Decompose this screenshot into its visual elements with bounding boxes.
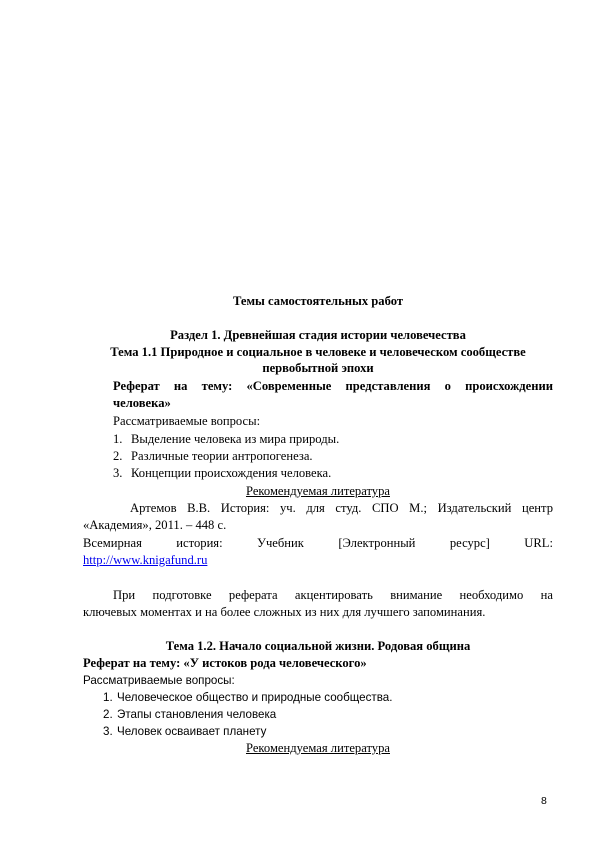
topic1-title-line2: первобытной эпохи: [262, 361, 374, 375]
list-item-text: Человеческое общество и природные сообщества.: [117, 691, 393, 704]
topic2-question-2: [103, 707, 276, 722]
topic1-literature-1-line1: Артемов В.В. История: уч. для студ. СПО М.; Издательский центр: [130, 501, 553, 515]
list-number: 3.: [103, 725, 113, 738]
knigafund-link[interactable]: http://www.knigafund.ru: [83, 553, 208, 567]
literature-label-text: Рекомендуемая литература: [245, 484, 390, 498]
list-number: 1.: [113, 432, 123, 446]
list-number: 2.: [113, 449, 123, 463]
list-item-text: Концепции происхождения человека.: [131, 466, 332, 480]
doc-title: Темы самостоятельных работ: [232, 294, 404, 308]
topic1-note-line2: ключевых моментах и на более сложных из них для лучшего запоминания.: [83, 605, 486, 619]
topic2-question-1: [103, 690, 392, 705]
topic1-note-line1: При подготовке реферата акцентировать внимание необходимо на: [113, 588, 553, 602]
list-item-text: Выделение человека из мира природы.: [131, 432, 340, 446]
topic1-essay-line1: Реферат на тему: «Современные представления о происхождении: [113, 379, 553, 393]
list-number: 2.: [103, 708, 113, 721]
topic2-title: Тема 1.2. Начало социальной жизни. Родовая община: [165, 639, 471, 653]
topic1-questions-label: Рассматриваемые вопросы:: [113, 414, 261, 428]
topic1-literature-1-line2: «Академия», 2011. – 448 с.: [83, 518, 227, 532]
list-number: 1.: [103, 691, 113, 704]
topic1-essay-line2: человека»: [113, 396, 171, 410]
page-number: 8: [541, 795, 547, 807]
topic1-literature-2-line1: Всемирная история: Учебник [Электронный ресурс] URL:: [83, 536, 553, 550]
list-item-text: Этапы становления человека: [117, 708, 277, 721]
literature-label-text: Рекомендуемая литература: [245, 741, 390, 755]
topic1-literature-label: [83, 484, 553, 499]
list-item-text: Человек осваивает планету: [117, 725, 267, 738]
topic1-question-2: [113, 449, 313, 464]
topic2-question-3: [103, 724, 266, 739]
list-number: 3.: [113, 466, 123, 480]
section-title: Раздел 1. Древнейшая стадия истории человечества: [170, 328, 466, 342]
topic1-question-3: [113, 466, 331, 481]
topic1-question-1: [113, 432, 339, 447]
topic1-title-line1: Тема 1.1 Природное и социальное в человеке и человеческом сообществе: [110, 345, 526, 359]
topic2-literature-label: [83, 741, 553, 756]
topic2-questions-label: Рассматриваемые вопросы:: [83, 674, 235, 687]
topic1-literature-2-link-row: [83, 553, 207, 568]
list-item-text: Различные теории антропогенеза.: [131, 449, 313, 463]
topic2-essay: Реферат на тему: «У истоков рода человеческого»: [83, 656, 367, 670]
